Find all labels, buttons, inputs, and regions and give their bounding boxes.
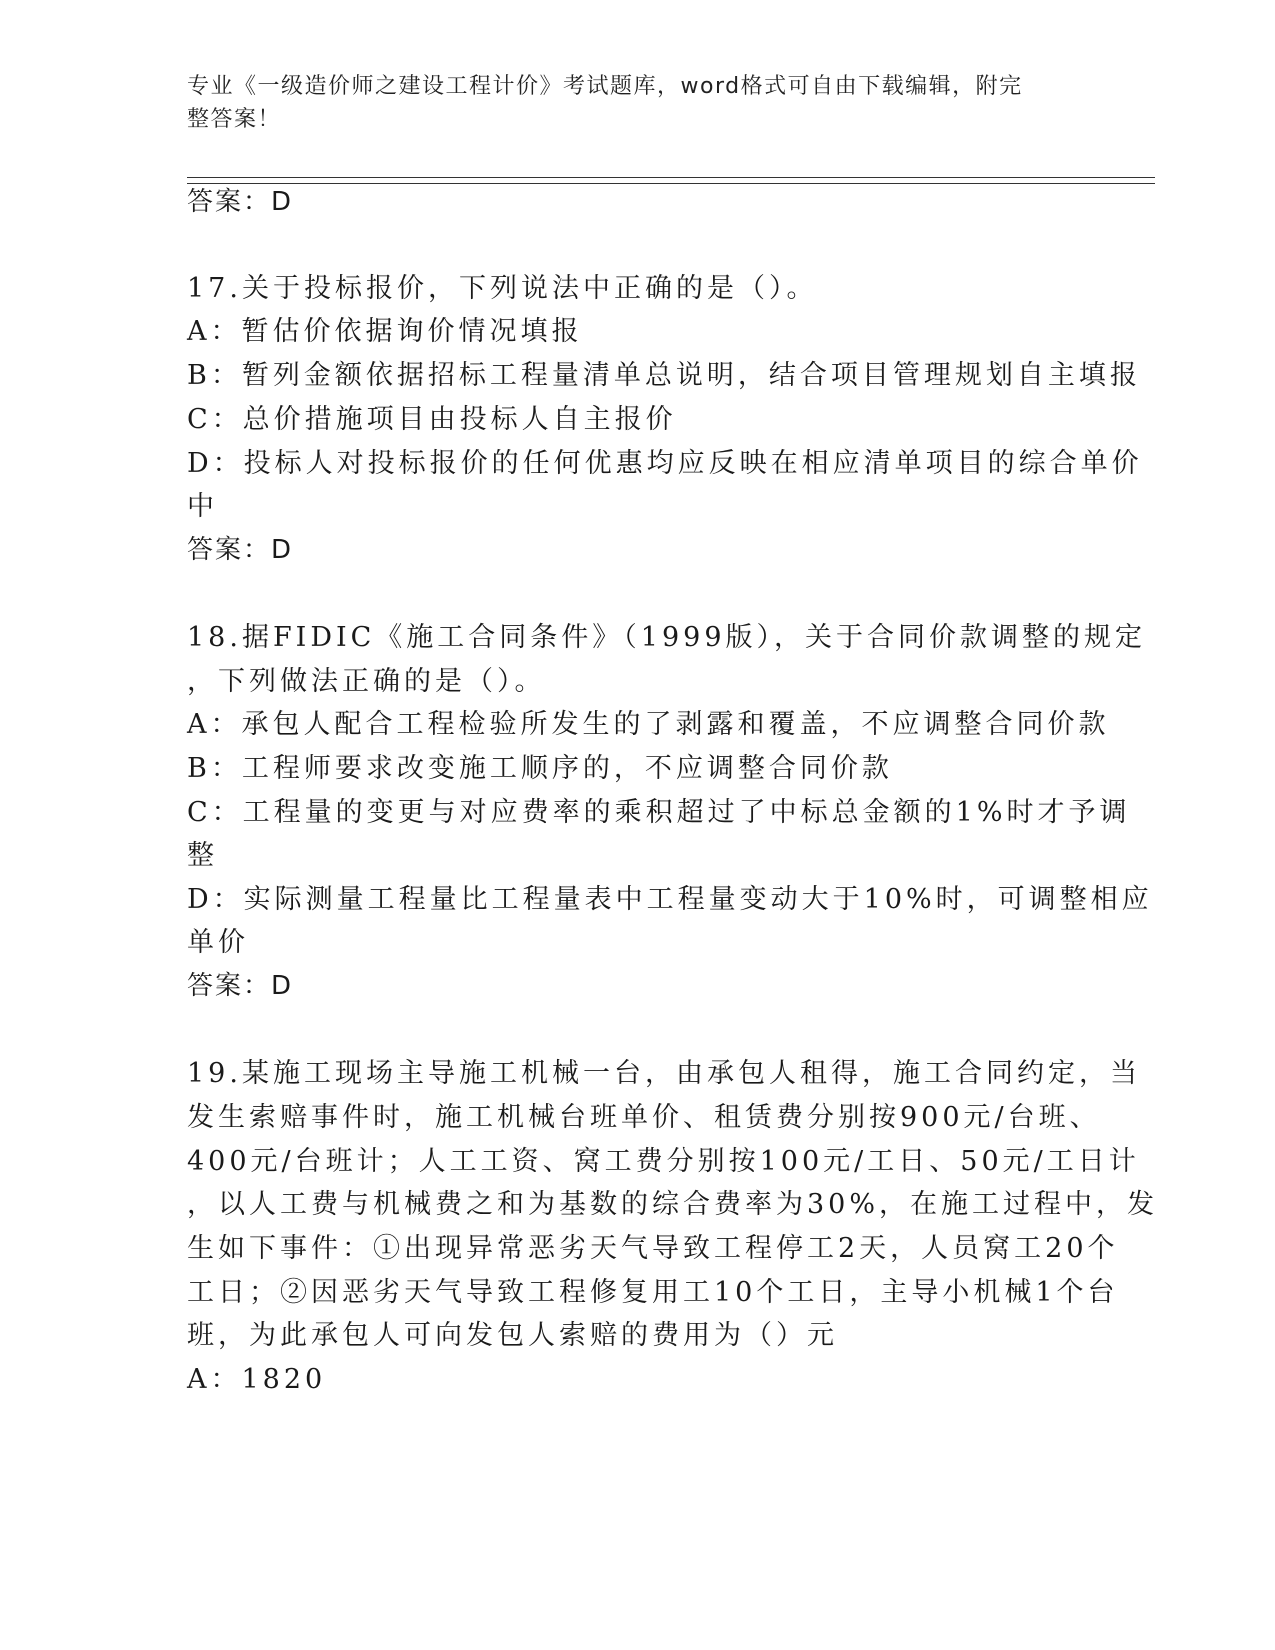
header-line-1: 专业《一级造价师之建设工程计价》考试题库，word格式可自由下载编辑，附完 — [187, 74, 1023, 99]
question-17-option-c: C：总价措施项目由投标人自主报价 — [187, 404, 677, 435]
header-divider-bottom — [187, 183, 1155, 184]
question-19-stem-line-6: 工日；②因恶劣天气导致工程修复用工10个工日，主导小机械1个台 — [187, 1277, 1119, 1308]
question-17-stem: 17.关于投标报价，下列说法中正确的是（）。 — [187, 273, 818, 304]
header-divider-top — [187, 177, 1155, 178]
question-18-stem-line-2: ，下列做法正确的是（）。 — [187, 666, 546, 697]
answer-17: 答案：D — [187, 535, 294, 565]
question-19-stem-line-2: 发生索赔事件时，施工机械台班单价、租赁费分别按900元/台班、 — [187, 1102, 1101, 1133]
page-header — [187, 70, 1067, 136]
question-18-option-c-line-2: 整 — [187, 840, 218, 871]
question-17-option-b: B：暂列金额依据招标工程量清单总说明，结合项目管理规划自主填报 — [187, 360, 1141, 391]
question-19-stem-line-4: ，以人工费与机械费之和为基数的综合费率为30%，在施工过程中，发 — [187, 1189, 1159, 1220]
question-17-option-d-line-1: D：投标人对投标报价的任何优惠均应反映在相应清单项目的综合单价 — [187, 448, 1143, 479]
question-19-stem-line-7: 班，为此承包人可向发包人索赔的费用为（）元 — [187, 1320, 838, 1351]
question-19-stem-line-5: 生如下事件：①出现异常恶劣天气导致工程停工2天，人员窝工20个 — [187, 1233, 1119, 1264]
question-19-stem-line-1: 19.某施工现场主导施工机械一台，由承包人租得，施工合同约定，当 — [187, 1058, 1141, 1089]
question-17-option-a: A：暂估价依据询价情况填报 — [187, 316, 583, 347]
question-18-option-c-line-1: C：工程量的变更与对应费率的乘积超过了中标总金额的1%时才予调 — [187, 797, 1131, 828]
question-18-stem-line-1: 18.据FIDIC《施工合同条件》（1999版），关于合同价款调整的规定 — [187, 622, 1147, 653]
question-17-option-d-line-2: 中 — [187, 491, 218, 522]
answer-16: 答案：D — [187, 187, 294, 217]
header-line-2: 整答案！ — [187, 107, 282, 132]
question-18-option-d-line-1: D：实际测量工程量比工程量表中工程量变动大于10%时，可调整相应 — [187, 884, 1153, 915]
question-18-option-b: B：工程师要求改变施工顺序的，不应调整合同价款 — [187, 753, 893, 784]
question-18-option-a: A：承包人配合工程检验所发生的了剥露和覆盖，不应调整合同价款 — [187, 709, 1110, 740]
question-19-option-a: A：1820 — [187, 1364, 327, 1395]
question-18-option-d-line-2: 单价 — [187, 927, 249, 958]
question-19-stem-line-3: 400元/台班计；人工工资、窝工费分别按100元/工日、50元/工日计 — [187, 1146, 1140, 1177]
answer-18: 答案：D — [187, 971, 294, 1001]
